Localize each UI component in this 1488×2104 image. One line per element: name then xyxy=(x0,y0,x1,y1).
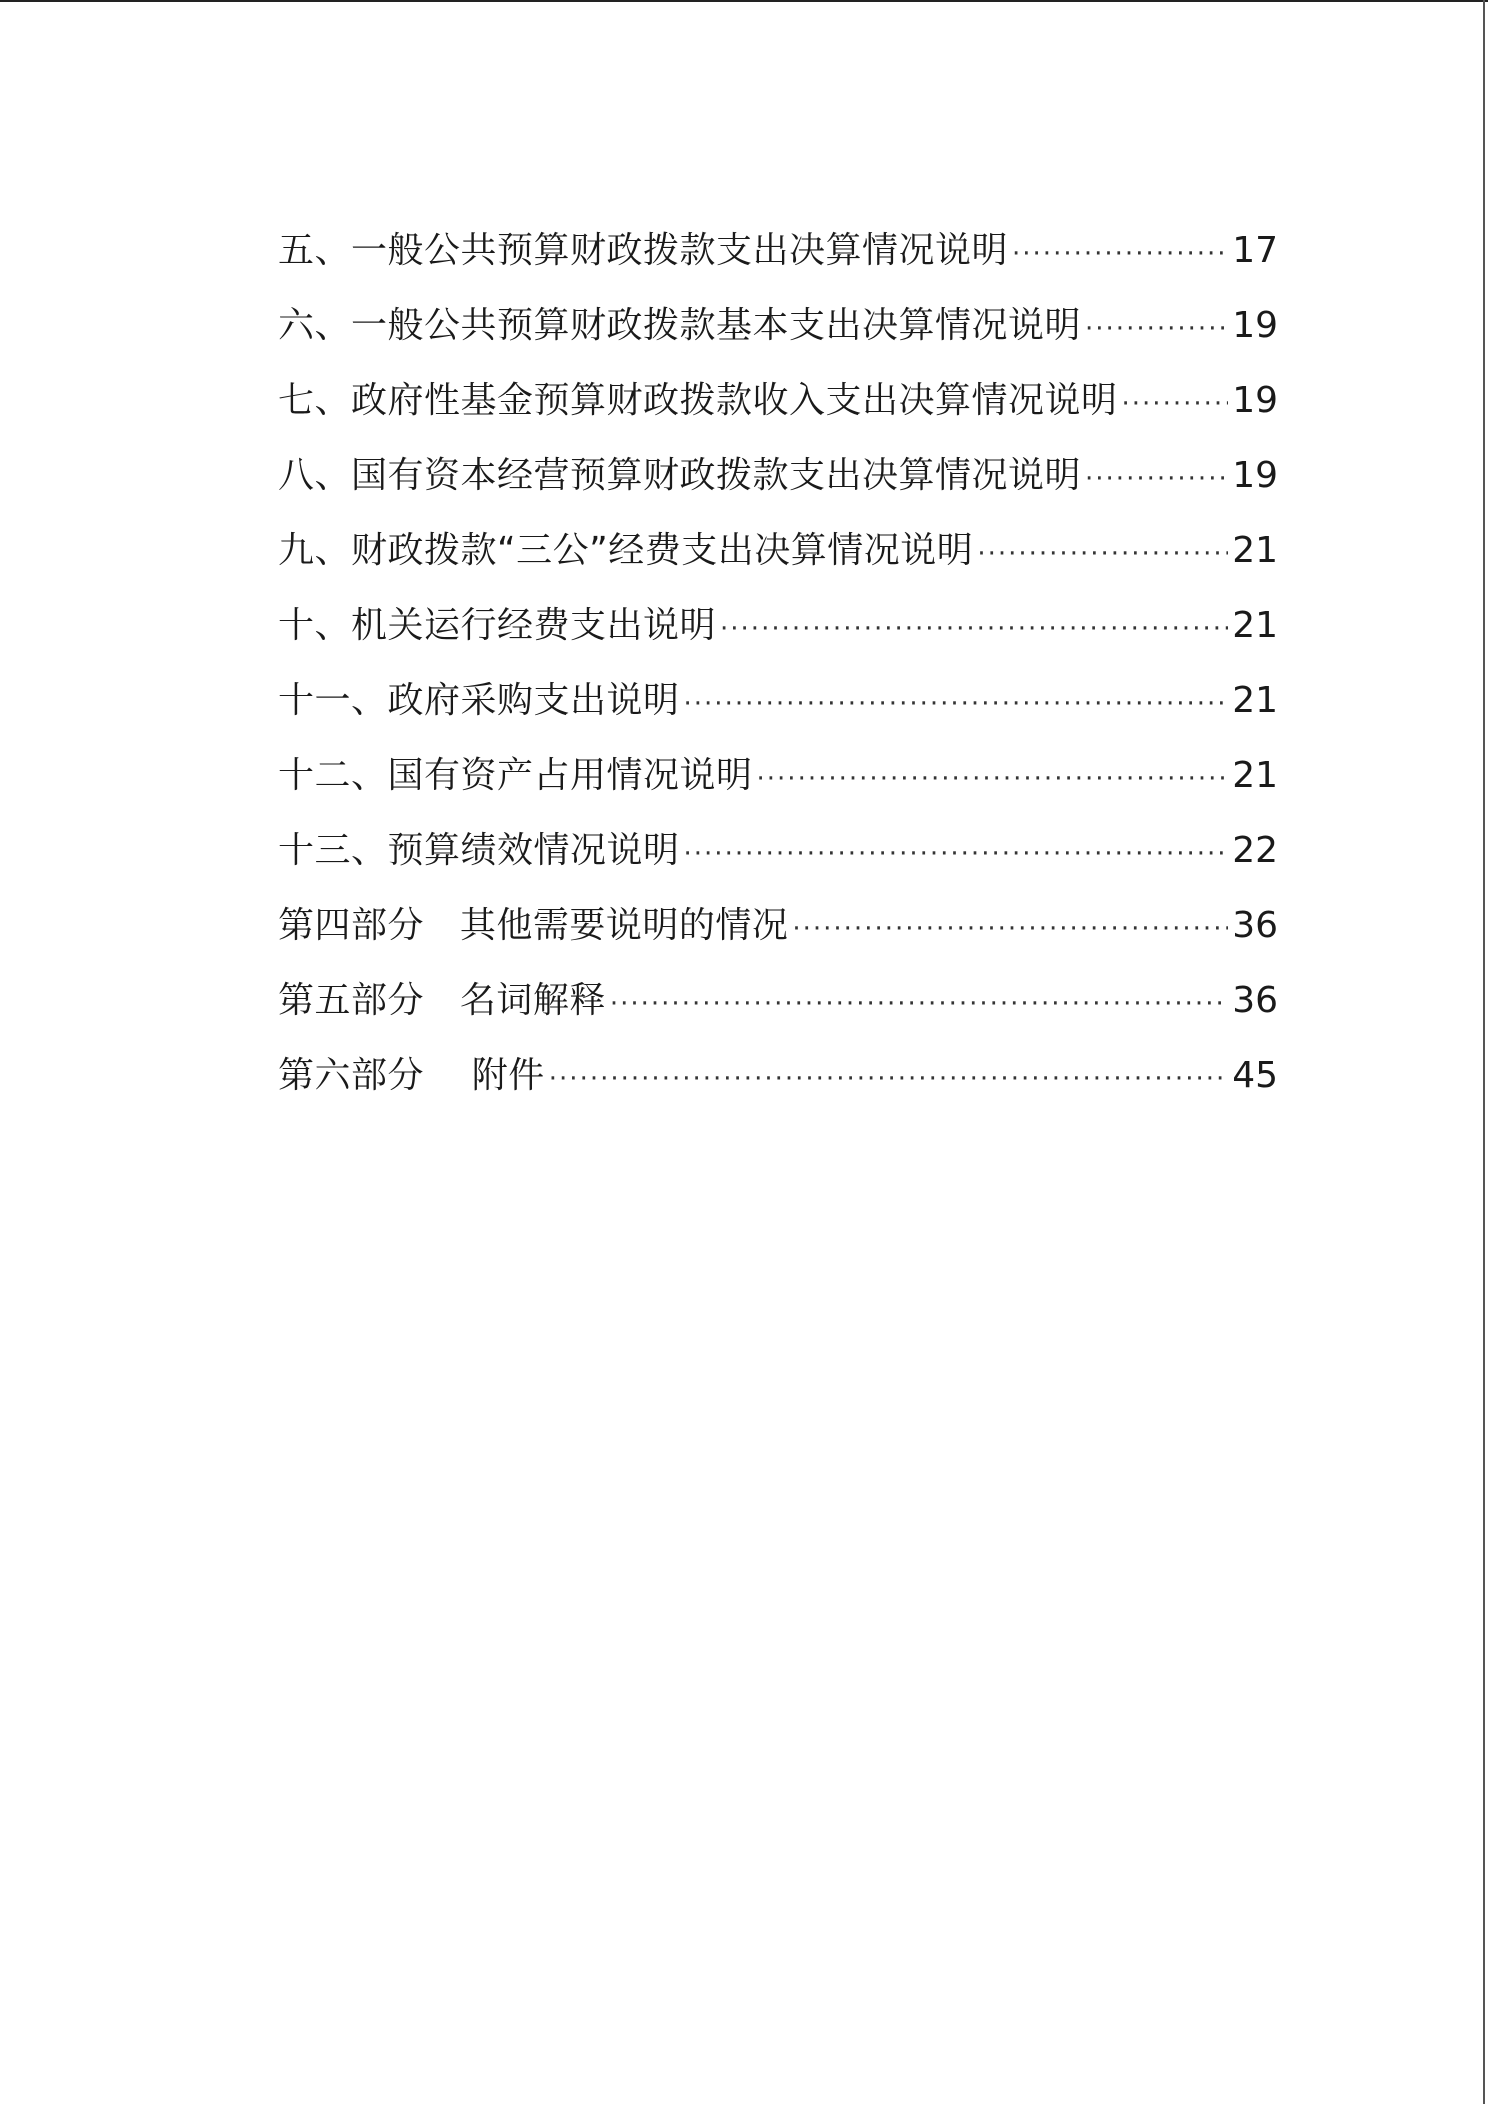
toc-entry-fiscal-expenditure[interactable] xyxy=(278,222,1278,297)
toc-dot-leader xyxy=(977,525,1228,583)
toc-entry-state-capital[interactable] xyxy=(278,447,1278,522)
toc-dot-leader xyxy=(684,675,1229,733)
toc-entry-part-five[interactable] xyxy=(278,972,1278,1047)
toc-entry-government-fund[interactable] xyxy=(278,372,1278,447)
toc-entry-title: 第六部分 附件 xyxy=(278,1055,545,1096)
toc-entry-basic-expenditure[interactable] xyxy=(278,297,1278,372)
toc-entry-title: 七、政府性基金预算财政拨款收入支出决算情况说明 xyxy=(278,380,1118,421)
toc-dot-leader xyxy=(549,1050,1228,1108)
toc-page-number: 21 xyxy=(1232,530,1278,571)
toc-dot-leader xyxy=(1122,375,1229,433)
toc-page-number: 22 xyxy=(1232,830,1278,871)
toc-entry-title: 第五部分 名词解释 xyxy=(278,980,606,1021)
toc-entry-title: 十三、预算绩效情况说明 xyxy=(278,830,680,871)
toc-entry-title: 九、财政拨款“三公”经费支出决算情况说明 xyxy=(278,530,974,571)
toc-page-number: 17 xyxy=(1232,230,1278,271)
toc-dot-leader xyxy=(684,825,1229,883)
toc-entry-three-public[interactable] xyxy=(278,522,1278,597)
toc-page-number: 36 xyxy=(1232,980,1278,1021)
toc-page-number: 45 xyxy=(1232,1055,1278,1096)
page-top-border xyxy=(0,0,1488,2)
toc-entry-title: 十二、国有资产占用情况说明 xyxy=(278,755,753,796)
toc-entry-performance[interactable] xyxy=(278,822,1278,897)
toc-dot-leader xyxy=(1085,450,1228,508)
toc-page-number: 21 xyxy=(1232,680,1278,721)
toc-dot-leader xyxy=(1085,300,1228,358)
toc-entry-title: 五、一般公共预算财政拨款支出决算情况说明 xyxy=(278,230,1009,271)
toc-entry-title: 十、机关运行经费支出说明 xyxy=(278,605,717,646)
toc-page-number: 19 xyxy=(1232,380,1278,421)
toc-dot-leader xyxy=(1012,225,1228,283)
toc-entry-part-six[interactable] xyxy=(278,1047,1278,1122)
toc-page-number: 21 xyxy=(1232,755,1278,796)
toc-dot-leader xyxy=(792,900,1228,958)
toc-entry-title: 第四部分 其他需要说明的情况 xyxy=(278,905,789,946)
toc-entry-title: 八、国有资本经营预算财政拨款支出决算情况说明 xyxy=(278,455,1082,496)
page-right-border xyxy=(1483,0,1485,2104)
toc-entry-state-assets[interactable] xyxy=(278,747,1278,822)
toc-entry-title: 六、一般公共预算财政拨款基本支出决算情况说明 xyxy=(278,305,1082,346)
table-of-contents xyxy=(278,222,1278,1122)
toc-dot-leader xyxy=(720,600,1228,658)
toc-page-number: 36 xyxy=(1232,905,1278,946)
toc-dot-leader xyxy=(610,975,1228,1033)
toc-page-number: 21 xyxy=(1232,605,1278,646)
toc-page-number: 19 xyxy=(1232,305,1278,346)
toc-entry-procurement[interactable] xyxy=(278,672,1278,747)
toc-page-number: 19 xyxy=(1232,455,1278,496)
toc-entry-operating-expenses[interactable] xyxy=(278,597,1278,672)
toc-entry-part-four[interactable] xyxy=(278,897,1278,972)
toc-entry-title: 十一、政府采购支出说明 xyxy=(278,680,680,721)
toc-dot-leader xyxy=(757,750,1229,808)
